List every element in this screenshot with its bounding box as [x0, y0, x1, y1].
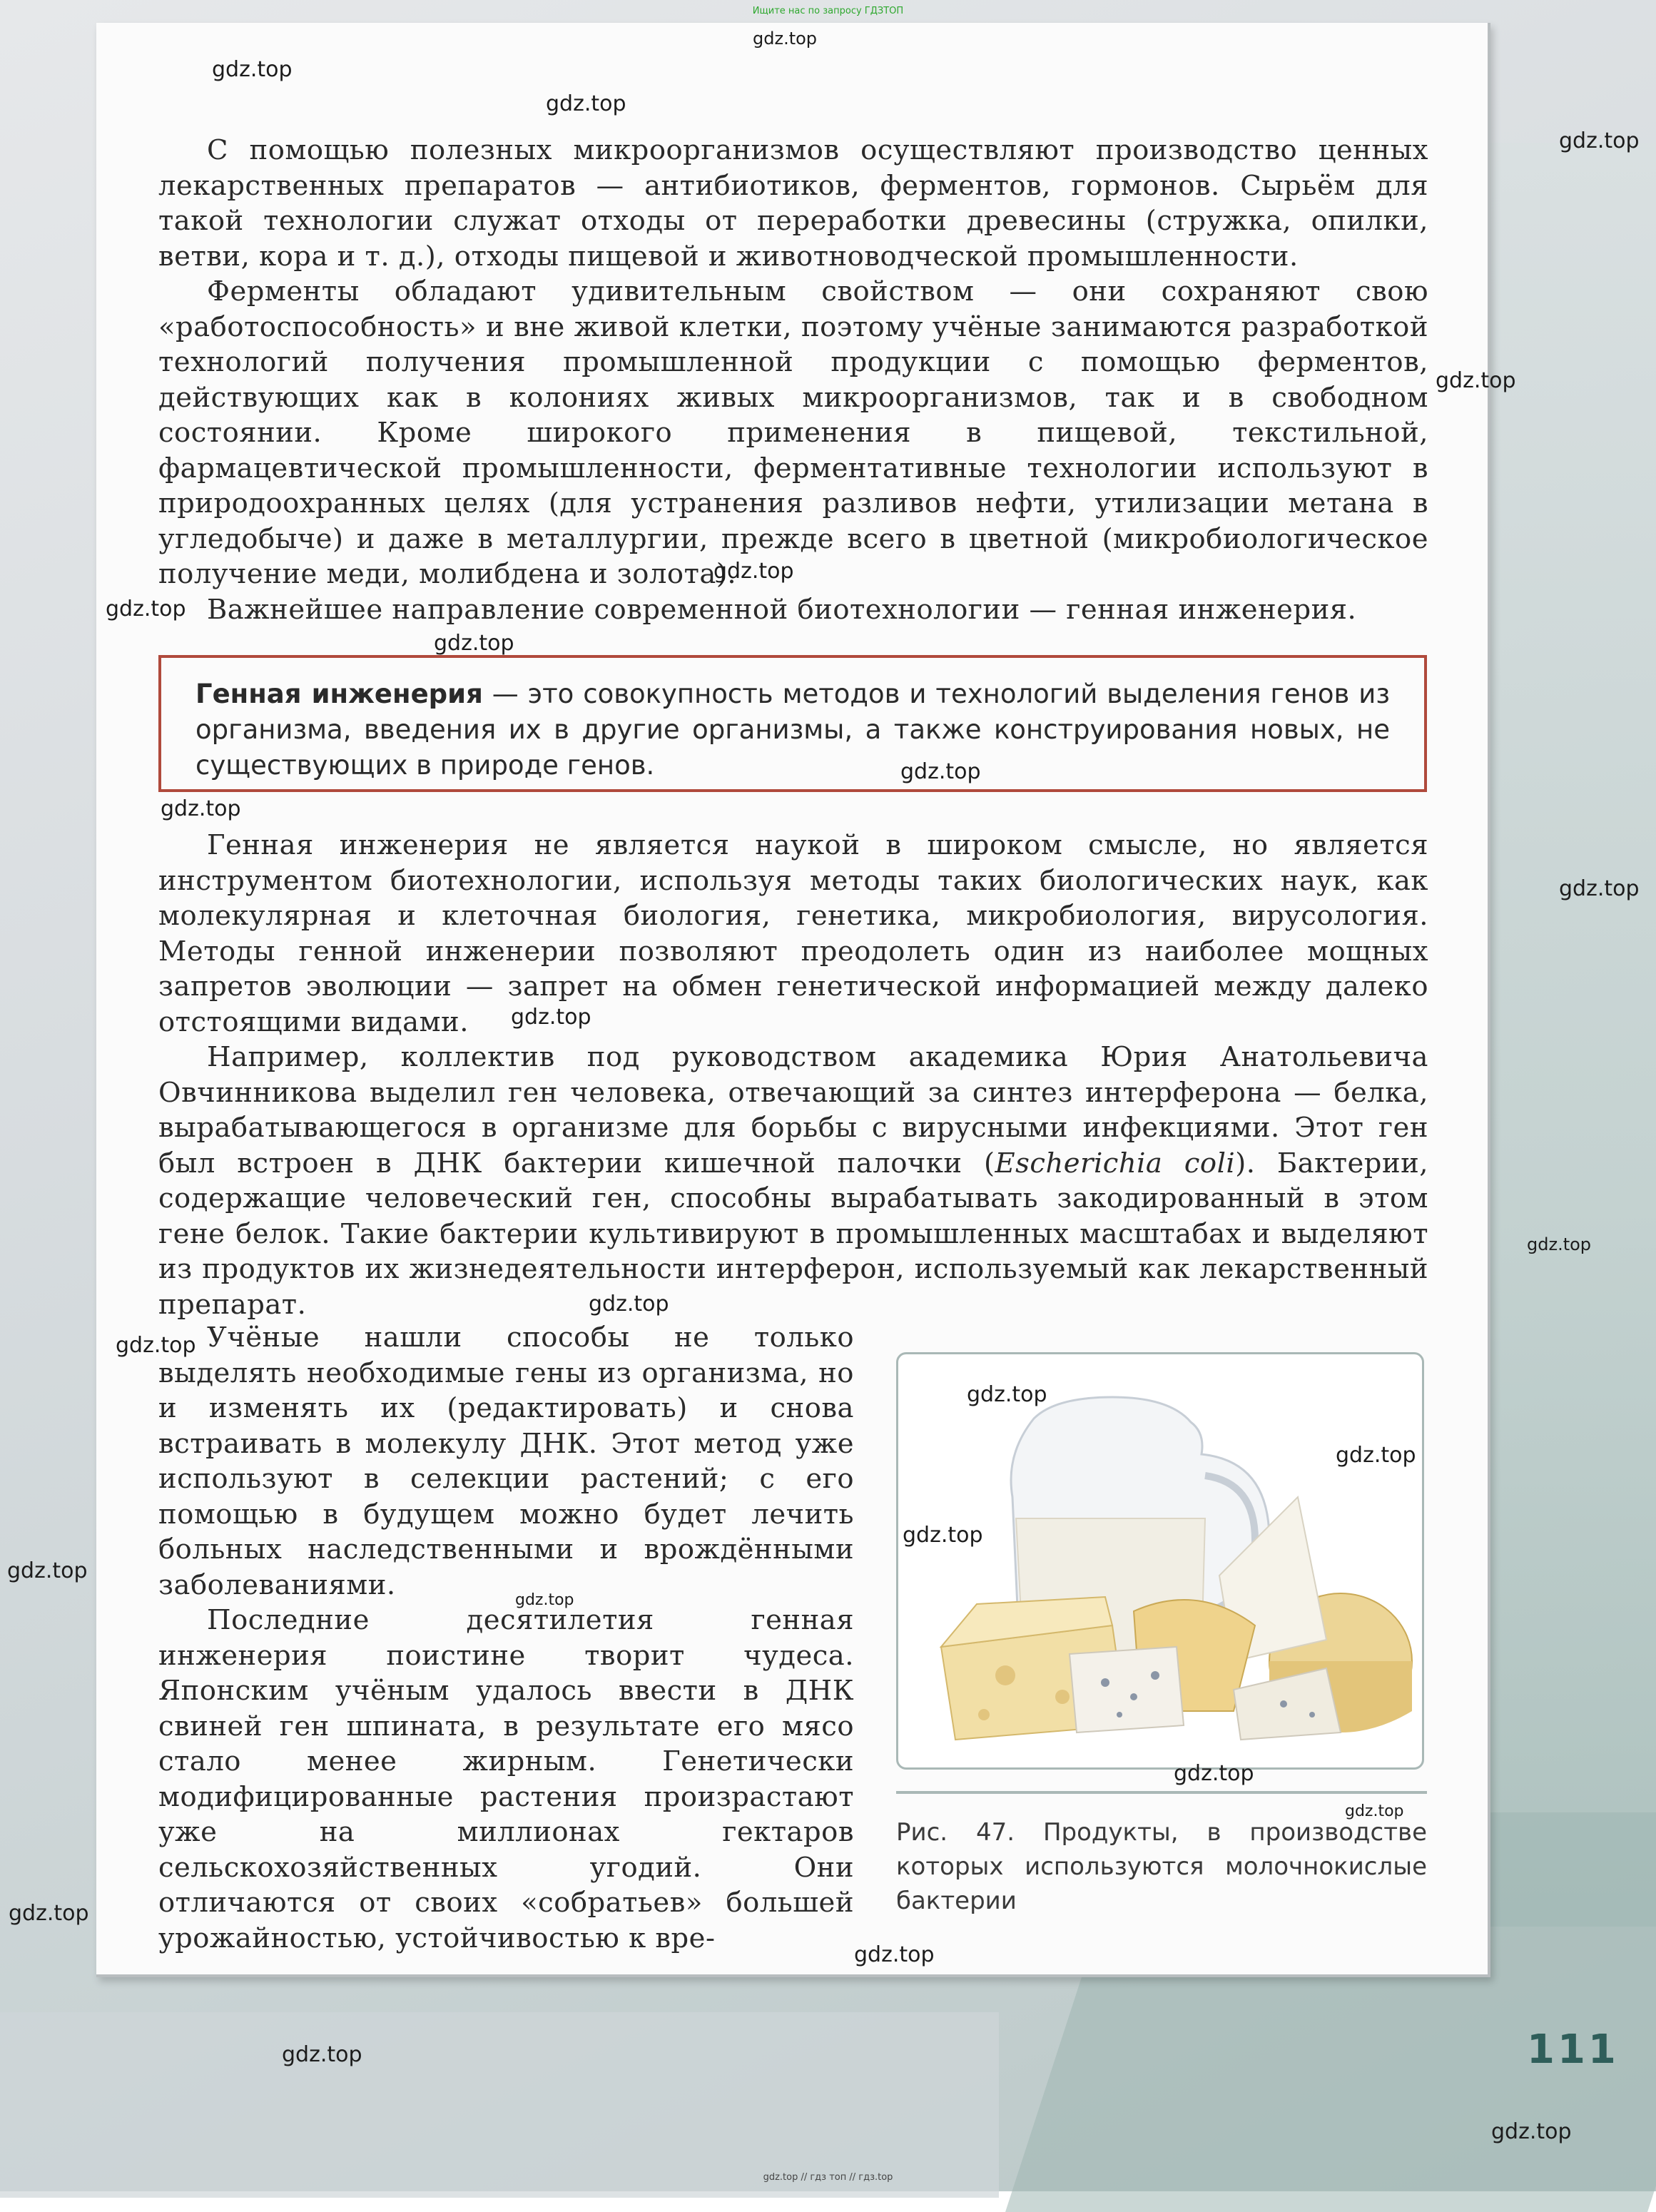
background-shape — [0, 2012, 999, 2198]
watermark: gdz.top — [212, 57, 293, 82]
paragraph: Последние десятилетия генная инженерия поистине творит чудеса. Японским учёным удалось ввести в ДНК свиней ген шпината, в результате его мясо стало менее жирным. Генетически модифицированные растения произрастают уже на миллионах гектаров сельскохозяйственных угодий. Они отличаются от своих «собратьев» большей урожайностью, устойчивостью к вре- — [158, 1604, 854, 1954]
watermark: gdz.top — [900, 759, 981, 784]
watermark: gdz.top — [116, 1333, 196, 1358]
paragraph: Ферменты обладают удивительным свойством — они сохраняют свою «работоспособность» и вне живой клетки, поэтому учёные занимаются разработкой технологий получения промышленной продукции с помощью ферментов, действующих как в колониях живых микроорганизмов, так и в свободном состоянии. Кроме широкого применения в пищевой, текстильной, фармацевтической промышленности, ферментативные технологии используют в природоохранных целях (для устранения разливов нефти, утилизации метана в угледобыче) и даже в металлургии, прежде всего в цветной (микробиологическое получение меди, молибдена и золота). — [158, 275, 1428, 590]
page-number: 111 — [1527, 2026, 1619, 2073]
watermark: gdz.top — [511, 1005, 591, 1030]
paragraph: Учёные нашли способы не только выделять необходимые гены из организма, но и изменять их (редактировать) и снова встраивать в молекулу ДНК. Этот метод уже используют в селекции растений; с его помощью в будущем можно будет лечить больных наследственными и врождёнными заболеваниями. — [158, 1321, 854, 1601]
top-banner: Ищите нас по запросу ГДЗТОП — [752, 6, 904, 16]
latin-name: Escherichia coli — [995, 1147, 1236, 1179]
watermark: gdz.top — [161, 796, 241, 821]
watermark: gdz.top — [7, 1558, 88, 1583]
paragraph-example: Например, коллектив под руководством академика Юрия Анатольевича Овчинникова выделил ген человека, отвечающий за синтез интерферона — белка, вырабатывающегося в организме для борьбы с вирусными инфекциями. Этот ген был встроен в ДНК бактерии кишечной палочки (Escherichia coli). Бактерии, содержащие человеческий ген, способны вырабатывать закодированный в этом гене белок. Такие бактерии культивируют в промышленных масштабах и выделяют из продуктов их жизнедеятельности интерферон, используемый как лекарственный препарат. — [158, 1041, 1429, 1321]
bottom-banner: gdz.top // гдз топ // гдз.top — [763, 2172, 893, 2183]
figure-image — [896, 1352, 1424, 1770]
text-top — [158, 133, 1428, 627]
text-middle — [158, 828, 1428, 1322]
watermark: gdz.top — [106, 597, 186, 622]
definition-text: — это совокупность методов и технологий выделения генов из организма, введения их в другие организмы, а также конструирования новых, не существующих в природе генов. — [195, 679, 1390, 781]
watermark: gdz.top — [1559, 876, 1640, 901]
watermark: gdz.top — [1336, 1443, 1416, 1468]
watermark: gdz.top — [589, 1292, 669, 1316]
background-shape — [1470, 143, 1656, 1927]
watermark: gdz.top — [434, 631, 514, 656]
watermark: gdz.top — [713, 559, 794, 584]
paragraph: С помощью полезных микроорганизмов осуществляют производство ценных лекарственных препаратов — антибиотиков, ферментов, гормонов. Сырьём для такой технологии служат отходы от переработки древесины (стружка, опилки, ветви, кора и т. д.), отходы пищевой и животноводческой промышленности. — [158, 134, 1428, 273]
dairy-products-illustration — [898, 1354, 1422, 1767]
watermark: gdz.top — [1174, 1761, 1254, 1786]
definition-term: Генная инженерия — [195, 679, 483, 709]
watermark: gdz.top — [967, 1382, 1047, 1407]
paragraph: Важнейшее направление современной биотехнологии — генная инженерия. — [207, 593, 1357, 626]
watermark: gdz.top — [1559, 128, 1640, 153]
watermark: gdz.top — [1491, 2119, 1572, 2144]
watermark: gdz.top — [282, 2042, 362, 2067]
text-narrow — [158, 1320, 854, 1956]
watermark: gdz.top — [1436, 368, 1516, 393]
watermark: gdz.top — [753, 29, 818, 49]
watermark: gdz.top — [854, 1942, 935, 1967]
figure-caption: Рис. 47. Продукты, в производстве которых используются молочнокислые бактерии — [896, 1818, 1427, 1915]
definition-box — [158, 655, 1427, 792]
watermark: gdz.top — [1345, 1802, 1404, 1820]
watermark: gdz.top — [1527, 1234, 1592, 1254]
watermark: gdz.top — [515, 1591, 574, 1609]
figure-divider — [896, 1791, 1427, 1794]
watermark: gdz.top — [546, 91, 626, 116]
watermark: gdz.top — [9, 1901, 89, 1926]
watermark: gdz.top — [903, 1523, 983, 1548]
paragraph: Генная инженерия не является наукой в широком смысле, но является инструментом биотехнологии, используя методы таких биологических наук, как молекулярная и клеточная биология, генетика, микробиология, вирусология. Методы генной инженерии позволяют преодолеть один из наиболее мощных запретов эволюции — запрет на обмен генетической информацией между далеко отстоящими видами. — [158, 829, 1428, 1038]
